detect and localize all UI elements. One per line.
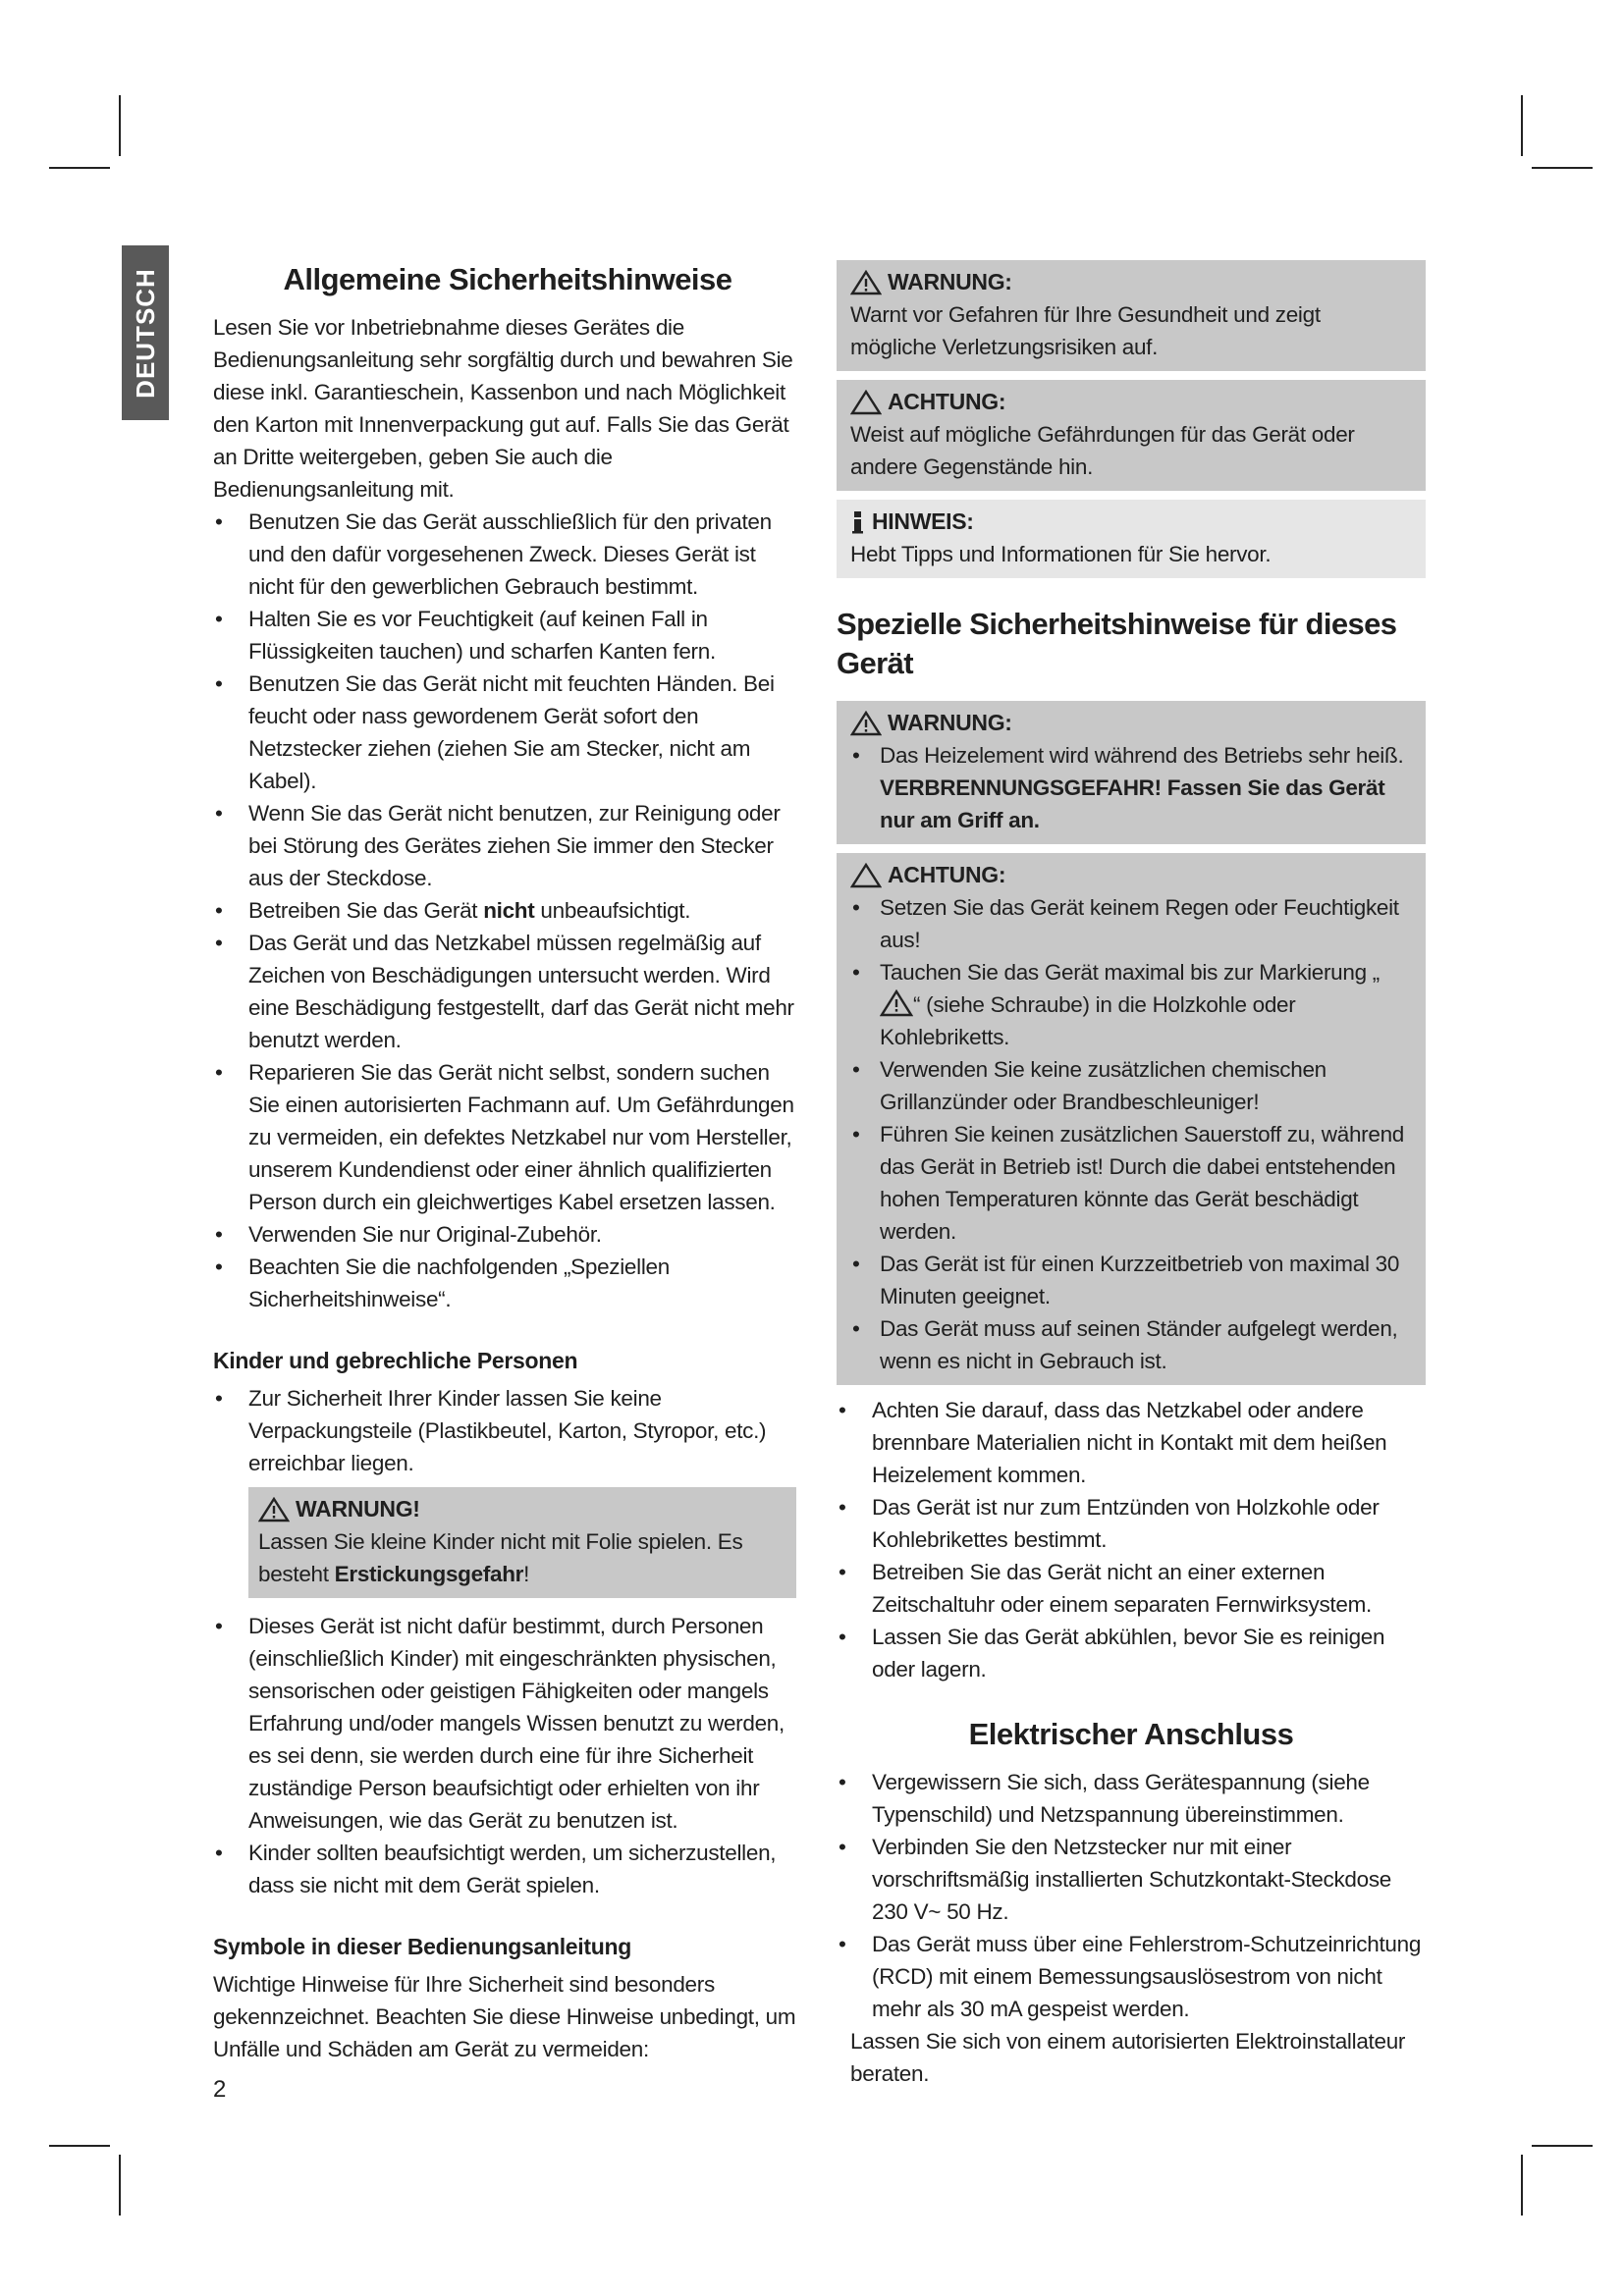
box-text: Warnt vor Gefahren für Ihre Gesundheit und zeigt mögliche Verletzungsrisiken auf. bbox=[850, 302, 1321, 359]
crop-mark bbox=[49, 167, 110, 169]
list-item: • Das Heizelement wird während des Betriebs sehr heiß. VERBRENNUNGSGEFAHR! Fassen Sie das Gerät nur am Griff an. bbox=[850, 739, 1412, 836]
list-item: • Setzen Sie das Gerät keinem Regen oder Feuchtigkeit aus! bbox=[850, 891, 1412, 956]
list-item: • Führen Sie keinen zusätzlichen Sauerstoff zu, während das Gerät in Betrieb ist! Durch die dabei entstehenden hohen Temperaturen könnte das Gerät beschädigt werden. bbox=[850, 1118, 1412, 1248]
list-item: • Tauchen Sie das Gerät maximal bis zur Markierung „“ (siehe Schraube) in die Holzkohle oder Kohlebriketts. bbox=[850, 956, 1412, 1053]
symbol-caution-box bbox=[837, 380, 1426, 491]
list-item: • Reparieren Sie das Gerät nicht selbst, sondern suchen Sie einen autorisierten Fachmann auf. Um Gefährdungen zu vermeiden, ein defektes Netzkabel nur vom Hersteller, unserem Kundendienst oder einer ähnlich qualifizierten Person durch ein gleichwertiges Kabel ersetzen lassen. bbox=[213, 1056, 802, 1218]
symbol-warning-box bbox=[837, 260, 1426, 371]
list-item: • Verwenden Sie keine zusätzlichen chemischen Grillanzünder oder Brandbeschleuniger! bbox=[850, 1053, 1412, 1118]
box-heading: HINWEIS: bbox=[872, 508, 974, 534]
right-column bbox=[837, 260, 1426, 2090]
list-item: • Halten Sie es vor Feuchtigkeit (auf keinen Fall in Flüssigkeiten tauchen) und scharfen Kanten fern. bbox=[213, 603, 802, 667]
list-item: • Das Gerät muss auf seinen Ständer aufgelegt werden, wenn es nicht in Gebrauch ist. bbox=[850, 1312, 1412, 1377]
warning-heading: WARNUNG! bbox=[258, 1493, 783, 1525]
warning-triangle-icon bbox=[258, 1497, 290, 1522]
symbol-note-box bbox=[837, 500, 1426, 578]
box-heading: WARNUNG: bbox=[888, 710, 1012, 735]
crop-mark bbox=[1532, 167, 1593, 169]
list-item: • Verwenden Sie nur Original-Zubehör. bbox=[213, 1218, 802, 1251]
list-text-bold: nicht bbox=[483, 898, 535, 923]
list-item: • Kinder sollten beaufsichtigt werden, um sicherzustellen, dass sie nicht mit dem Gerät spielen. bbox=[213, 1837, 802, 1901]
language-tab bbox=[122, 245, 169, 420]
language-label: DEUTSCH bbox=[130, 267, 160, 399]
list-item: • Wenn Sie das Gerät nicht benutzen, zur Reinigung oder bei Störung des Gerätes ziehen Sie immer den Stecker aus der Steckdose. bbox=[213, 797, 802, 894]
list-text: unbeaufsichtigt. bbox=[534, 898, 691, 923]
box-heading: ACHTUNG: bbox=[888, 862, 1006, 887]
subheading-symbols: Symbole in dieser Bedienungsanleitung bbox=[213, 1934, 631, 1959]
crop-mark bbox=[1521, 2155, 1523, 2216]
crop-mark bbox=[119, 95, 121, 156]
list-item: • Verbinden Sie den Netzstecker nur mit einer vorschriftsmäßig installierten Schutzkontakt-Steckdose 230 V~ 50 Hz. bbox=[837, 1831, 1426, 1928]
list-item: • Beachten Sie die nachfolgenden „Speziellen Sicherheitshinweise“. bbox=[213, 1251, 802, 1315]
warning-triangle-icon bbox=[850, 270, 882, 295]
crop-mark bbox=[49, 2145, 110, 2147]
section-title-electrical: Elektrischer Anschluss bbox=[968, 1717, 1294, 1751]
caution-triangle-icon bbox=[850, 390, 882, 415]
list-item: • Benutzen Sie das Gerät nicht mit feuchten Händen. Bei feucht oder nass gewordenem Gerät sofort den Netzstecker ziehen (ziehen Sie am Stecker, nicht am Kabel). bbox=[213, 667, 802, 797]
electrical-list bbox=[837, 1766, 1426, 2025]
list-item: • Vergewissern Sie sich, dass Gerätespannung (siehe Typenschild) und Netzspannung übereinstimmen. bbox=[837, 1766, 1426, 1831]
symbols-paragraph: Wichtige Hinweise für Ihre Sicherheit sind besonders gekennzeichnet. Beachten Sie diese Hinweise unbedingt, um Unfälle und Schäden am Gerät zu vermeiden: bbox=[213, 1972, 796, 2061]
subheading-children: Kinder und gebrechliche Personen bbox=[213, 1348, 578, 1373]
list-item: • Achten Sie darauf, dass das Netzkabel oder andere brennbare Materialien nicht in Kontakt mit dem heißen Heizelement kommen. bbox=[837, 1394, 1426, 1491]
intro-paragraph: Lesen Sie vor Inbetriebnahme dieses Gerätes die Bedienungsanleitung sehr sorgfältig durch und bewahren Sie diese inkl. Garantieschein, Kassenbon und nach Möglichkeit den Karton mit Innenverpackung gut auf. Falls Sie das Gerät an Dritte weitergeben, geben Sie auch die Bedienungsanleitung mit. bbox=[213, 315, 793, 502]
caution-triangle-icon bbox=[850, 863, 882, 888]
box-text: Hebt Tipps und Informationen für Sie hervor. bbox=[850, 542, 1272, 566]
box-text: Weist auf mögliche Gefährdungen für das Gerät oder andere Gegenstände hin. bbox=[850, 422, 1355, 479]
crop-mark bbox=[1532, 2145, 1593, 2147]
list-item: • Zur Sicherheit Ihrer Kinder lassen Sie keine Verpackungsteile (Plastikbeutel, Karton, Styropor, etc.) erreichbar liegen. bbox=[213, 1382, 802, 1479]
box-heading: ACHTUNG: bbox=[888, 389, 1006, 414]
crop-mark bbox=[1521, 95, 1523, 156]
special-warning-box bbox=[837, 701, 1426, 844]
section-title-special-safety: Spezielle Sicherheitshinweise für dieses Gerät bbox=[837, 607, 1397, 680]
children-list-b bbox=[213, 1610, 802, 1901]
page-number: 2 bbox=[213, 2076, 227, 2103]
crop-mark bbox=[119, 2155, 121, 2216]
warning-box-children bbox=[248, 1487, 796, 1598]
list-item bbox=[213, 894, 802, 927]
list-item: • Lassen Sie das Gerät abkühlen, bevor Sie es reinigen oder lagern. bbox=[837, 1621, 1426, 1685]
children-list-a bbox=[213, 1382, 802, 1479]
warning-triangle-icon bbox=[880, 989, 913, 1017]
list-item: • Betreiben Sie das Gerät nicht an einer externen Zeitschaltuhr oder einem separaten Fernwirksystem. bbox=[837, 1556, 1426, 1621]
special-safety-list bbox=[837, 1394, 1426, 1685]
section-title-general-safety: Allgemeine Sicherheitshinweise bbox=[283, 262, 732, 296]
left-column bbox=[213, 260, 802, 2065]
list-item: • Das Gerät ist für einen Kurzzeitbetrieb von maximal 30 Minuten geeignet. bbox=[850, 1248, 1412, 1312]
electrical-closing-text: Lassen Sie sich von einem autorisierten Elektroinstallateur beraten. bbox=[850, 2029, 1406, 2086]
warning-text: Lassen Sie kleine Kinder nicht mit Folie spielen. Es besteht Erstickungsgefahr! bbox=[258, 1529, 743, 1586]
list-item: • Das Gerät und das Netzkabel müssen regelmäßig auf Zeichen von Beschädigungen untersucht werden. Wird eine Beschädigung festgestellt, darf das Gerät nicht mehr benutzt werden. bbox=[213, 927, 802, 1056]
warning-triangle-icon bbox=[850, 711, 882, 736]
special-caution-box bbox=[837, 853, 1426, 1385]
info-icon bbox=[850, 509, 866, 535]
list-item: • Benutzen Sie das Gerät ausschließlich für den privaten und den dafür vorgesehenen Zweck. Dieses Gerät ist nicht für den gewerblichen Gebrauch bestimmt. bbox=[213, 506, 802, 603]
box-heading: WARNUNG: bbox=[888, 269, 1012, 294]
list-item: • Das Gerät ist nur zum Entzünden von Holzkohle oder Kohlebrikettes bestimmt. bbox=[837, 1491, 1426, 1556]
list-item: • Dieses Gerät ist nicht dafür bestimmt, durch Personen (einschließlich Kinder) mit eingeschränkten physischen, sensorischen oder geistigen Fähigkeiten oder mangels Erfahrung und/oder mangels Wissen benutzt zu werden, es sei denn, sie werden durch eine für ihre Sicherheit zuständige Person beaufsichtigt oder erhielten von ihr Anweisungen, wie das Gerät zu benutzen ist. bbox=[213, 1610, 802, 1837]
general-safety-list bbox=[213, 506, 802, 1315]
list-text: Betreiben Sie das Gerät bbox=[248, 898, 484, 923]
list-item: • Das Gerät muss über eine Fehlerstrom-Schutzeinrichtung (RCD) mit einem Bemessungsauslösestrom von nicht mehr als 30 mA gespeist werden. bbox=[837, 1928, 1426, 2025]
